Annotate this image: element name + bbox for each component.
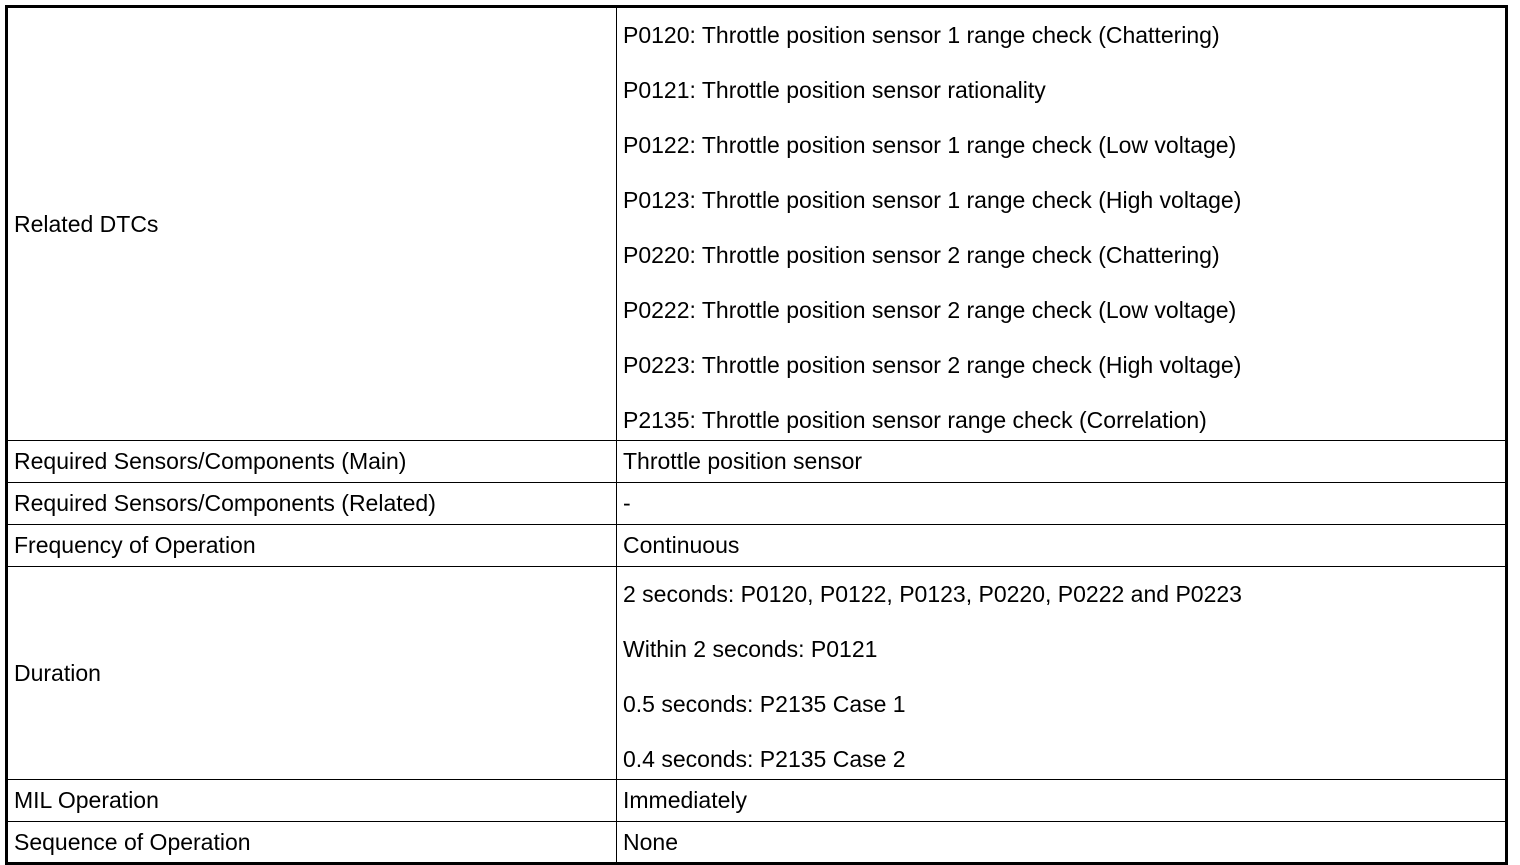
- dtc-item: P0223: Throttle position sensor 2 range check (High voltage): [623, 352, 1242, 378]
- row-value: Immediately: [617, 780, 1507, 822]
- table-row-related-sensors: [7, 483, 1507, 525]
- dtc-item: P0123: Throttle position sensor 1 range check (High voltage): [623, 187, 1242, 213]
- duration-list: [617, 567, 1507, 780]
- row-label: Related DTCs: [7, 7, 617, 441]
- row-value: None: [617, 822, 1507, 864]
- table-row-main-sensors: [7, 441, 1507, 483]
- dtc-item: P0120: Throttle position sensor 1 range check (Chattering): [623, 22, 1220, 48]
- dtc-item: P2135: Throttle position sensor range check (Correlation): [623, 407, 1207, 433]
- monitor-description-table: [5, 5, 1508, 865]
- row-label: Required Sensors/Components (Related): [7, 483, 617, 525]
- row-label: Sequence of Operation: [7, 822, 617, 864]
- dtc-item: P0220: Throttle position sensor 2 range check (Chattering): [623, 242, 1220, 268]
- row-value: Continuous: [617, 525, 1507, 567]
- dtc-item: P0121: Throttle position sensor rationality: [623, 77, 1046, 103]
- duration-item: 0.4 seconds: P2135 Case 2: [623, 746, 906, 772]
- row-label: Frequency of Operation: [7, 525, 617, 567]
- row-label: Required Sensors/Components (Main): [7, 441, 617, 483]
- table-row-related-dtcs: [7, 7, 1507, 441]
- dtc-item: P0122: Throttle position sensor 1 range check (Low voltage): [623, 132, 1237, 158]
- related-dtcs-list: [617, 7, 1507, 441]
- duration-item: 2 seconds: P0120, P0122, P0123, P0220, P0222 and P0223: [623, 581, 1242, 607]
- dtc-item: P0222: Throttle position sensor 2 range check (Low voltage): [623, 297, 1237, 323]
- row-label: MIL Operation: [7, 780, 617, 822]
- duration-item: Within 2 seconds: P0121: [623, 636, 878, 662]
- table-row-frequency: [7, 525, 1507, 567]
- duration-item: 0.5 seconds: P2135 Case 1: [623, 691, 906, 717]
- table-row-duration: [7, 567, 1507, 780]
- table-row-mil-operation: [7, 780, 1507, 822]
- table-row-sequence: [7, 822, 1507, 864]
- row-value: Throttle position sensor: [617, 441, 1507, 483]
- row-value: -: [617, 483, 1507, 525]
- row-label: Duration: [7, 567, 617, 780]
